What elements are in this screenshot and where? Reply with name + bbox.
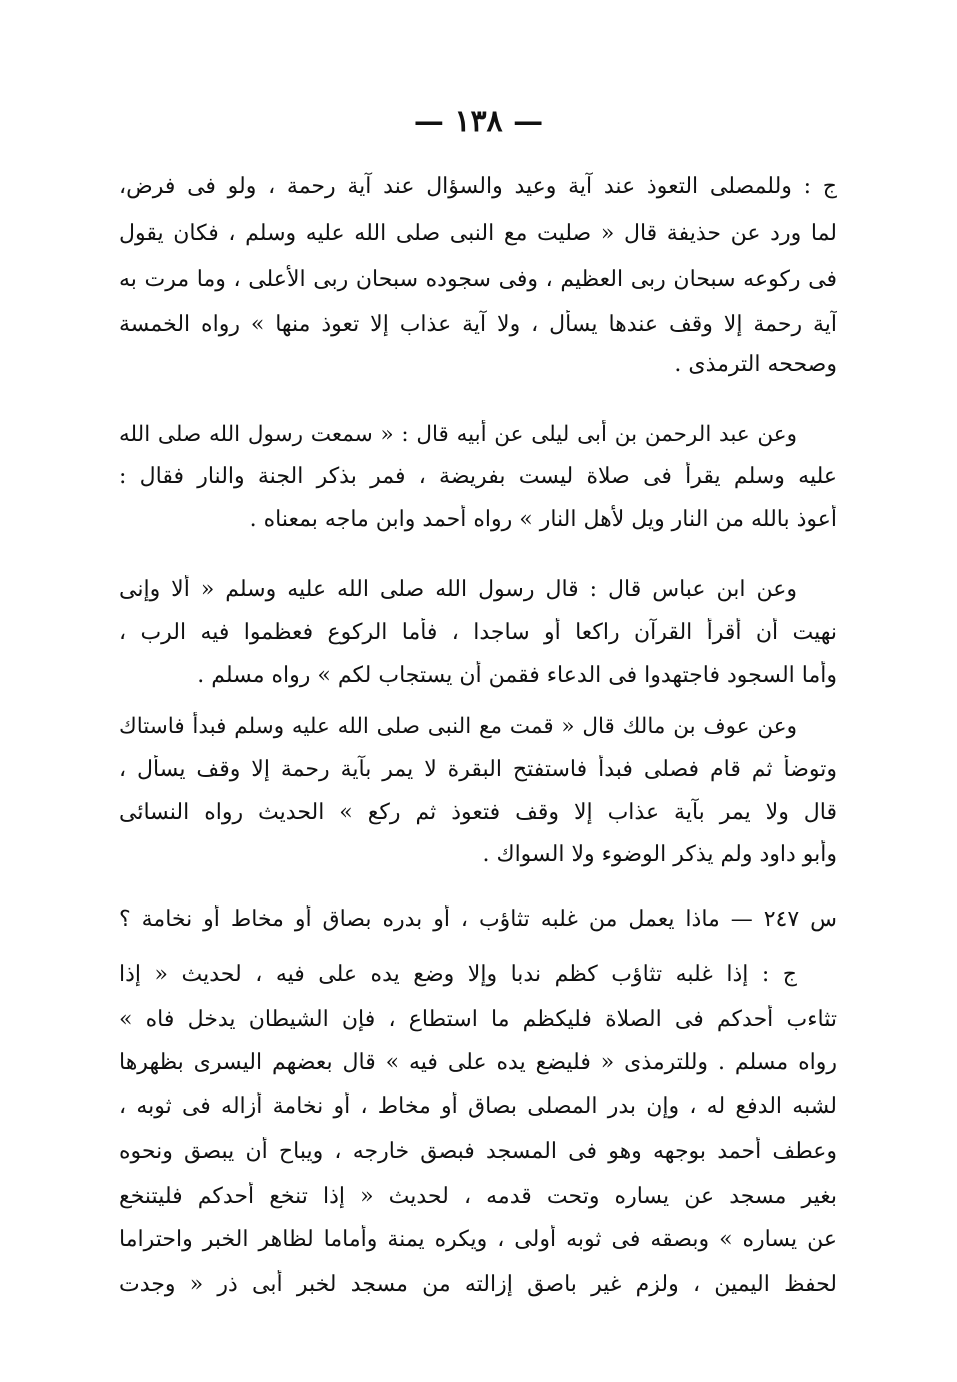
text-line: بغير مسجد عن يساره وتحت قدمه ، لحديث « إذا تنخع أحدكم فليتنخع	[119, 1184, 837, 1209]
text-line: فى ركوعه سبحان ربى العظيم ، وفى سجوده سبحان ربى الأعلى ، وما مرت به	[119, 267, 837, 292]
text-line: أعوذ بالله من النار ويل لأهل النار » رواه أحمد وابن ماجه بمعناه .	[249, 507, 837, 532]
text-line: رواه مسلم . وللترمذى « فليضع يده على فيه » قال بعضهم اليسرى بظهرها	[119, 1050, 837, 1075]
text-line: وعن عوف بن مالك قال « قمت مع النبى صلى الله عليه وسلم فبدأ فاستاك	[119, 714, 797, 739]
text-line: قال ولا يمر بآية عذاب إلا وقف فتعوذ ثم ركع » الحديث رواه النسائى	[119, 800, 837, 825]
text-line: وعن ابن عباس قال : قال رسول الله صلى الله عليه وسلم « ألا وإنى	[119, 577, 797, 602]
page-number-text: — ١٣٨ —	[413, 104, 544, 139]
text-line: وعطف أحمد بوجهه وهو فى المسجد فبصق خارجه ، ويباح أن يبصق ونحوه	[119, 1139, 837, 1164]
text-line: لما ورد عن حذيفة قال « صليت مع النبى صلى الله عليه وسلم ، فكان يقول	[119, 221, 837, 246]
text-line: ج : إذا غلبه تثاؤب كظم ندبا وإلا وضع يده على فيه ، لحديث « إذا	[119, 962, 797, 987]
text-line: وأبو داود ولم يذكر الوضوء ولا السواك .	[482, 842, 837, 867]
text-line: وأما السجود فاجتهدوا فى الدعاء فقمن أن يستجاب لكم » رواه مسلم .	[197, 663, 837, 688]
text-line: وتوضأ ثم قام فصلى فبدأ فاستفتح البقرة لا يمر بآية رحمة إلا وقف يسأل ،	[119, 757, 837, 782]
text-line: عليه وسلم يقرأ فى صلاة ليست بفريضة ، فمر بذكر الجنة والنار فقال :	[119, 464, 837, 489]
text-line: وعن عبد الرحمن بن أبى ليلى عن أبيه قال : « سمعت رسول الله صلى الله	[119, 422, 797, 447]
text-line: لشبه الدفع له ، وإن بدر المصلى بصاق أو مخاط ، أو نخامة أزاله فى ثوبه ،	[119, 1094, 837, 1119]
text-line: عن يساره » وبصقه فى ثوبه أولى ، ويكره يمنة وأماما لظاهر الخبر واحتراما	[119, 1227, 837, 1252]
text-line: تثاءب أحدكم فى الصلاة فليكظم ما استطاع ، فإن الشيطان يدخل فاه »	[119, 1007, 837, 1032]
text-line: نهيت أن أقرأ القرآن راكعا أو ساجدا ، فأما الركوع فعظموا فيه الرب ،	[119, 620, 837, 645]
page-number	[0, 104, 957, 139]
text-line: آية رحمة إلا وقف عندها يسأل ، ولا آية عذاب إلا تعوذ منها » رواه الخمسة	[119, 312, 837, 337]
text-line: وصححه الترمذى .	[674, 352, 837, 377]
question-line: س ٢٤٧ — ماذا يعمل من غلبه تثاؤب ، أو بدره بصاق أو مخاط أو نخامة ؟	[119, 907, 837, 932]
text-line: لحفظ اليمين ، ولزم غير باصق إزالته من مسجد لخبر أبى ذر « وجدت	[119, 1272, 837, 1297]
text-line: ج : وللمصلى التعوذ عند آية وعيد والسؤال عند آية رحمة ، ولو فى فرض،	[119, 174, 837, 199]
